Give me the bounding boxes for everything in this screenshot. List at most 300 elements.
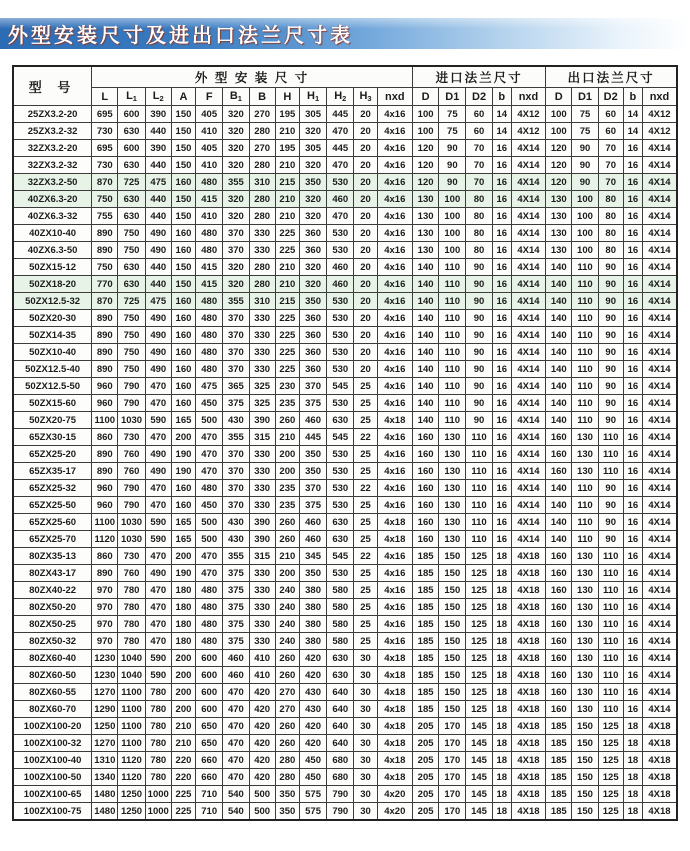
- value-cell: 4x16: [377, 157, 412, 174]
- value-cell: 530: [327, 463, 354, 480]
- value-cell: 590: [145, 667, 171, 684]
- value-cell: 370: [223, 361, 249, 378]
- value-cell: 640: [327, 701, 354, 718]
- value-cell: 4X14: [642, 446, 677, 463]
- table-row: [13, 412, 677, 429]
- value-cell: 185: [412, 565, 438, 582]
- model-cell: 80ZX50-25: [13, 616, 92, 633]
- value-cell: 860: [92, 548, 118, 565]
- value-cell: 70: [466, 157, 492, 174]
- value-cell: 225: [275, 361, 299, 378]
- value-cell: 18: [492, 752, 511, 769]
- value-cell: 16: [623, 480, 642, 497]
- value-cell: 140: [546, 361, 572, 378]
- value-cell: 4X14: [511, 276, 545, 293]
- value-cell: 4X18: [511, 650, 545, 667]
- value-cell: 490: [145, 344, 171, 361]
- value-cell: 420: [249, 769, 275, 786]
- value-cell: 4X18: [642, 718, 677, 735]
- value-cell: 215: [275, 174, 299, 191]
- value-cell: 110: [439, 310, 466, 327]
- value-cell: 360: [299, 225, 326, 242]
- value-cell: 4x16: [377, 225, 412, 242]
- value-cell: 60: [598, 123, 623, 140]
- value-cell: 490: [145, 446, 171, 463]
- value-cell: 4x16: [377, 344, 412, 361]
- value-cell: 780: [118, 616, 145, 633]
- value-cell: 420: [299, 735, 326, 752]
- value-cell: 490: [145, 310, 171, 327]
- value-cell: 490: [145, 327, 171, 344]
- value-cell: 110: [598, 429, 623, 446]
- value-cell: 22: [354, 548, 377, 565]
- table-row: [13, 174, 677, 191]
- value-cell: 100: [572, 225, 598, 242]
- value-cell: 470: [196, 446, 223, 463]
- value-cell: 18: [492, 599, 511, 616]
- value-cell: 4X14: [511, 463, 545, 480]
- value-cell: 390: [249, 531, 275, 548]
- value-cell: 185: [412, 701, 438, 718]
- value-cell: 790: [118, 378, 145, 395]
- value-cell: 130: [412, 191, 438, 208]
- value-cell: 110: [572, 327, 598, 344]
- value-cell: 160: [546, 684, 572, 701]
- value-cell: 16: [623, 565, 642, 582]
- value-cell: 440: [145, 123, 171, 140]
- value-cell: 140: [412, 327, 438, 344]
- value-cell: 480: [196, 582, 223, 599]
- value-cell: 4x16: [377, 242, 412, 259]
- model-cell: 65ZX35-17: [13, 463, 92, 480]
- value-cell: 440: [145, 208, 171, 225]
- value-cell: 890: [92, 242, 118, 259]
- value-cell: 420: [299, 650, 326, 667]
- value-cell: 1120: [118, 752, 145, 769]
- value-cell: 18: [492, 735, 511, 752]
- value-cell: 170: [439, 735, 466, 752]
- value-cell: 210: [171, 718, 195, 735]
- value-cell: 110: [572, 310, 598, 327]
- value-cell: 4X14: [511, 310, 545, 327]
- value-cell: 470: [145, 480, 171, 497]
- value-cell: 16: [623, 599, 642, 616]
- value-cell: 405: [196, 140, 223, 157]
- value-cell: 330: [249, 327, 275, 344]
- value-cell: 16: [492, 463, 511, 480]
- value-cell: 480: [196, 310, 223, 327]
- value-cell: 160: [412, 497, 438, 514]
- value-cell: 14: [492, 123, 511, 140]
- value-cell: 110: [572, 497, 598, 514]
- value-cell: 140: [546, 259, 572, 276]
- value-cell: 580: [327, 582, 354, 599]
- model-cell: 40ZX6.3-32: [13, 208, 92, 225]
- value-cell: 30: [354, 667, 377, 684]
- value-cell: 185: [546, 718, 572, 735]
- value-cell: 200: [171, 684, 195, 701]
- dimensions-table: [12, 65, 678, 821]
- value-cell: 320: [299, 123, 326, 140]
- value-cell: 4x16: [377, 582, 412, 599]
- value-cell: 420: [249, 701, 275, 718]
- value-cell: 315: [249, 548, 275, 565]
- value-cell: 110: [439, 327, 466, 344]
- value-cell: 130: [546, 242, 572, 259]
- value-cell: 530: [327, 242, 354, 259]
- column-header-3: A: [171, 88, 195, 106]
- value-cell: 150: [439, 667, 466, 684]
- table-row: [13, 752, 677, 769]
- table-row: [13, 157, 677, 174]
- table-row: [13, 106, 677, 123]
- value-cell: 790: [327, 786, 354, 803]
- value-cell: 4X14: [642, 531, 677, 548]
- value-cell: 4X18: [511, 599, 545, 616]
- value-cell: 125: [466, 701, 492, 718]
- value-cell: 16: [623, 395, 642, 412]
- value-cell: 870: [92, 293, 118, 310]
- value-cell: 145: [466, 769, 492, 786]
- value-cell: 110: [439, 378, 466, 395]
- value-cell: 90: [466, 361, 492, 378]
- value-cell: 530: [327, 344, 354, 361]
- column-header-1: $L_1$: [118, 88, 145, 106]
- value-cell: 4X14: [642, 684, 677, 701]
- value-cell: 470: [223, 684, 249, 701]
- column-header-19: D2: [598, 88, 623, 106]
- value-cell: 750: [118, 310, 145, 327]
- value-cell: 4X14: [642, 463, 677, 480]
- value-cell: 80: [598, 191, 623, 208]
- value-cell: 355: [223, 174, 249, 191]
- value-cell: 4x16: [377, 378, 412, 395]
- value-cell: 470: [145, 395, 171, 412]
- value-cell: 150: [439, 548, 466, 565]
- value-cell: 630: [327, 667, 354, 684]
- value-cell: 1250: [118, 786, 145, 803]
- value-cell: 185: [412, 633, 438, 650]
- value-cell: 360: [299, 242, 326, 259]
- value-cell: 280: [249, 191, 275, 208]
- value-cell: 16: [492, 276, 511, 293]
- value-cell: 315: [249, 429, 275, 446]
- value-cell: 140: [546, 310, 572, 327]
- value-cell: 650: [196, 735, 223, 752]
- value-cell: 480: [196, 327, 223, 344]
- value-cell: 150: [439, 616, 466, 633]
- value-cell: 30: [354, 803, 377, 821]
- value-cell: 580: [327, 633, 354, 650]
- value-cell: 130: [439, 463, 466, 480]
- value-cell: 345: [299, 548, 326, 565]
- value-cell: 200: [275, 565, 299, 582]
- value-cell: 200: [171, 650, 195, 667]
- value-cell: 130: [572, 599, 598, 616]
- value-cell: 415: [196, 191, 223, 208]
- value-cell: 125: [598, 786, 623, 803]
- model-cell: 50ZX15-12: [13, 259, 92, 276]
- value-cell: 16: [623, 684, 642, 701]
- value-cell: 4X14: [642, 276, 677, 293]
- value-cell: 18: [623, 803, 642, 821]
- value-cell: 130: [439, 480, 466, 497]
- value-cell: 25: [354, 599, 377, 616]
- value-cell: 4x20: [377, 803, 412, 821]
- value-cell: 4X14: [642, 225, 677, 242]
- value-cell: 4X14: [511, 327, 545, 344]
- value-cell: 110: [598, 565, 623, 582]
- value-cell: 4x16: [377, 497, 412, 514]
- value-cell: 470: [223, 752, 249, 769]
- value-cell: 60: [466, 106, 492, 123]
- value-cell: 4X18: [511, 752, 545, 769]
- value-cell: 1250: [92, 718, 118, 735]
- value-cell: 410: [196, 123, 223, 140]
- value-cell: 280: [249, 123, 275, 140]
- value-cell: 140: [546, 378, 572, 395]
- value-cell: 470: [145, 378, 171, 395]
- value-cell: 4X18: [642, 752, 677, 769]
- column-header-16: nxd: [511, 88, 545, 106]
- model-cell: 80ZX40-22: [13, 582, 92, 599]
- value-cell: 16: [623, 429, 642, 446]
- column-header-12: D: [412, 88, 438, 106]
- value-cell: 780: [118, 599, 145, 616]
- table-row: [13, 140, 677, 157]
- value-cell: 4X14: [642, 293, 677, 310]
- value-cell: 90: [466, 293, 492, 310]
- value-cell: 125: [466, 667, 492, 684]
- value-cell: 145: [466, 718, 492, 735]
- value-cell: 370: [223, 225, 249, 242]
- value-cell: 450: [196, 497, 223, 514]
- value-cell: 225: [275, 242, 299, 259]
- value-cell: 460: [327, 191, 354, 208]
- value-cell: 140: [412, 378, 438, 395]
- value-cell: 750: [92, 259, 118, 276]
- value-cell: 130: [572, 701, 598, 718]
- value-cell: 80: [466, 191, 492, 208]
- value-cell: 90: [598, 310, 623, 327]
- value-cell: 415: [196, 259, 223, 276]
- value-cell: 330: [249, 497, 275, 514]
- value-cell: 75: [572, 106, 598, 123]
- value-cell: 25: [354, 531, 377, 548]
- value-cell: 110: [439, 259, 466, 276]
- value-cell: 450: [299, 769, 326, 786]
- value-cell: 420: [249, 735, 275, 752]
- value-cell: 470: [327, 157, 354, 174]
- value-cell: 16: [492, 191, 511, 208]
- value-cell: 660: [196, 752, 223, 769]
- value-cell: 380: [299, 616, 326, 633]
- value-cell: 475: [145, 174, 171, 191]
- value-cell: 730: [118, 429, 145, 446]
- value-cell: 630: [327, 650, 354, 667]
- value-cell: 90: [598, 361, 623, 378]
- value-cell: 18: [492, 769, 511, 786]
- value-cell: 4X14: [511, 514, 545, 531]
- value-cell: 160: [546, 429, 572, 446]
- value-cell: 110: [598, 582, 623, 599]
- value-cell: 320: [223, 157, 249, 174]
- value-cell: 130: [572, 582, 598, 599]
- value-cell: 470: [145, 633, 171, 650]
- value-cell: 750: [118, 225, 145, 242]
- value-cell: 16: [623, 276, 642, 293]
- model-cell: 65ZX25-32: [13, 480, 92, 497]
- value-cell: 390: [145, 140, 171, 157]
- value-cell: 420: [299, 718, 326, 735]
- value-cell: 4x18: [377, 718, 412, 735]
- column-header-13: D1: [439, 88, 466, 106]
- value-cell: 375: [223, 565, 249, 582]
- value-cell: 130: [572, 565, 598, 582]
- value-cell: 110: [598, 633, 623, 650]
- value-cell: 16: [492, 514, 511, 531]
- value-cell: 80: [598, 242, 623, 259]
- value-cell: 730: [118, 548, 145, 565]
- value-cell: 355: [223, 548, 249, 565]
- value-cell: 4x16: [377, 174, 412, 191]
- value-cell: 90: [466, 378, 492, 395]
- value-cell: 120: [412, 140, 438, 157]
- value-cell: 16: [623, 514, 642, 531]
- value-cell: 16: [623, 446, 642, 463]
- value-cell: 4X18: [511, 565, 545, 582]
- value-cell: 4X12: [642, 123, 677, 140]
- value-cell: 110: [466, 497, 492, 514]
- value-cell: 545: [327, 429, 354, 446]
- model-cell: 65ZX30-15: [13, 429, 92, 446]
- value-cell: 140: [412, 395, 438, 412]
- value-cell: 160: [171, 174, 195, 191]
- table-row: [13, 446, 677, 463]
- model-cell: 25ZX3.2-20: [13, 106, 92, 123]
- value-cell: 260: [275, 531, 299, 548]
- value-cell: 185: [412, 548, 438, 565]
- value-cell: 150: [439, 599, 466, 616]
- value-cell: 970: [92, 582, 118, 599]
- value-cell: 170: [439, 752, 466, 769]
- value-cell: 4X14: [511, 191, 545, 208]
- value-cell: 780: [118, 633, 145, 650]
- table-row: [13, 361, 677, 378]
- value-cell: 430: [223, 412, 249, 429]
- value-cell: 140: [412, 259, 438, 276]
- value-cell: 110: [439, 293, 466, 310]
- value-cell: 4x16: [377, 463, 412, 480]
- model-cell: 50ZX18-20: [13, 276, 92, 293]
- value-cell: 140: [546, 497, 572, 514]
- value-cell: 90: [598, 344, 623, 361]
- value-cell: 530: [327, 327, 354, 344]
- value-cell: 725: [118, 174, 145, 191]
- table-row: [13, 514, 677, 531]
- value-cell: 970: [92, 616, 118, 633]
- value-cell: 18: [623, 735, 642, 752]
- value-cell: 18: [492, 582, 511, 599]
- value-cell: 110: [572, 480, 598, 497]
- value-cell: 4X14: [642, 497, 677, 514]
- value-cell: 460: [299, 514, 326, 531]
- value-cell: 16: [492, 327, 511, 344]
- value-cell: 18: [623, 786, 642, 803]
- value-cell: 30: [354, 735, 377, 752]
- value-cell: 490: [145, 463, 171, 480]
- table-row: [13, 735, 677, 752]
- value-cell: 530: [327, 480, 354, 497]
- value-cell: 1100: [118, 701, 145, 718]
- value-cell: 1100: [118, 718, 145, 735]
- value-cell: 1310: [92, 752, 118, 769]
- value-cell: 330: [249, 446, 275, 463]
- value-cell: 790: [118, 395, 145, 412]
- value-cell: 590: [145, 514, 171, 531]
- value-cell: 18: [623, 718, 642, 735]
- value-cell: 630: [118, 276, 145, 293]
- value-cell: 20: [354, 225, 377, 242]
- value-cell: 4x16: [377, 140, 412, 157]
- value-cell: 210: [275, 123, 299, 140]
- value-cell: 20: [354, 327, 377, 344]
- value-cell: 330: [249, 310, 275, 327]
- value-cell: 150: [439, 684, 466, 701]
- value-cell: 110: [439, 395, 466, 412]
- table-row: [13, 429, 677, 446]
- value-cell: 530: [327, 565, 354, 582]
- value-cell: 360: [299, 327, 326, 344]
- value-cell: 100: [439, 225, 466, 242]
- model-cell: 100ZX100-32: [13, 735, 92, 752]
- table-row: [13, 344, 677, 361]
- value-cell: 16: [623, 157, 642, 174]
- value-cell: 480: [196, 174, 223, 191]
- value-cell: 25: [354, 497, 377, 514]
- value-cell: 18: [492, 701, 511, 718]
- value-cell: 145: [466, 735, 492, 752]
- value-cell: 270: [249, 140, 275, 157]
- value-cell: 150: [171, 208, 195, 225]
- value-cell: 330: [249, 361, 275, 378]
- value-cell: 280: [249, 157, 275, 174]
- value-cell: 16: [492, 242, 511, 259]
- value-cell: 600: [196, 701, 223, 718]
- value-cell: 110: [572, 276, 598, 293]
- value-cell: 475: [196, 378, 223, 395]
- value-cell: 370: [299, 378, 326, 395]
- value-cell: 180: [171, 599, 195, 616]
- value-cell: 445: [327, 106, 354, 123]
- value-cell: 4x16: [377, 276, 412, 293]
- value-cell: 375: [223, 582, 249, 599]
- value-cell: 390: [145, 106, 171, 123]
- value-cell: 420: [249, 752, 275, 769]
- table-row: [13, 633, 677, 650]
- value-cell: 380: [299, 582, 326, 599]
- value-cell: 20: [354, 174, 377, 191]
- value-cell: 16: [623, 191, 642, 208]
- value-cell: 70: [598, 157, 623, 174]
- value-cell: 890: [92, 225, 118, 242]
- value-cell: 350: [299, 446, 326, 463]
- value-cell: 90: [572, 140, 598, 157]
- value-cell: 100: [412, 106, 438, 123]
- value-cell: 130: [412, 208, 438, 225]
- value-cell: 590: [145, 650, 171, 667]
- value-cell: 4x16: [377, 106, 412, 123]
